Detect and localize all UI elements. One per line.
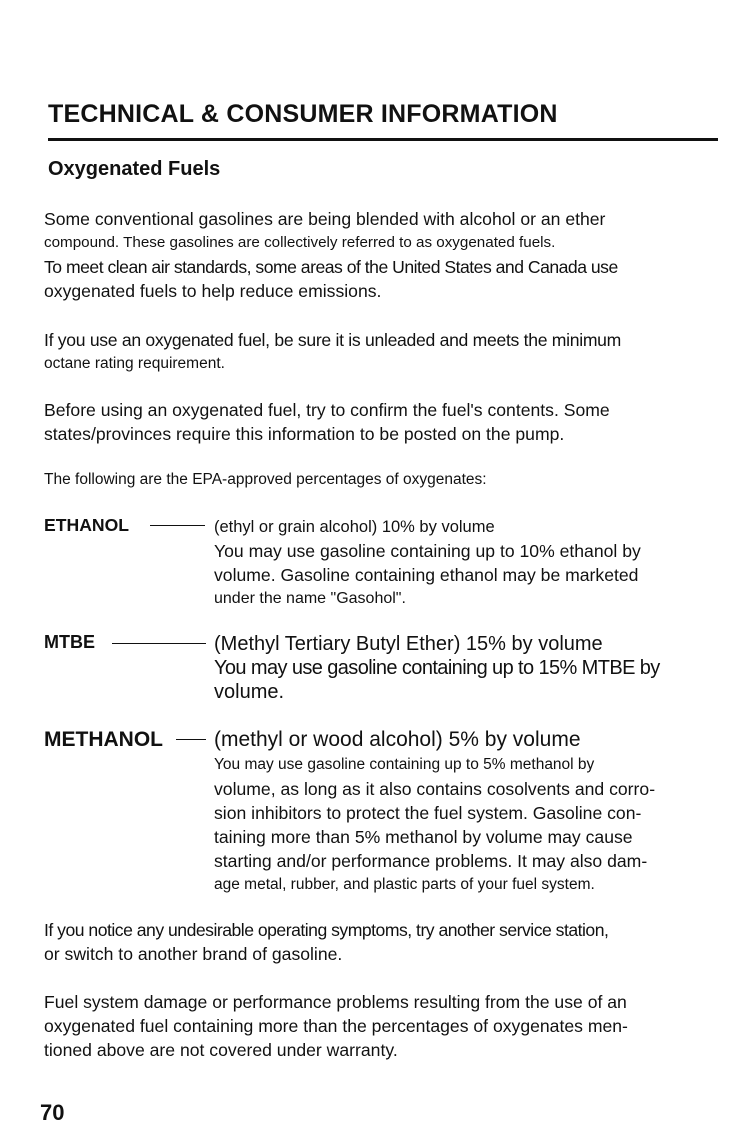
text-line: sion inhibitors to protect the fuel system. Gasoline con- — [214, 803, 642, 823]
symptoms-paragraph — [44, 918, 718, 966]
text-line: (Methyl Tertiary Butyl Ether) 15% by volume — [214, 633, 603, 655]
text-line: oxygenated fuels to help reduce emissions. — [44, 281, 382, 301]
text-line: To meet clean air standards, some areas of the United States and Canada use — [44, 257, 618, 277]
oxygenate-description — [214, 727, 714, 897]
page-number: 70 — [40, 1100, 65, 1125]
oxygenate-name: MTBE — [44, 632, 95, 652]
text-line: You may use gasoline containing up to 5% methanol by — [214, 756, 595, 773]
text-line: (methyl or wood alcohol) 5% by volume — [214, 728, 581, 751]
oxygenate-methanol — [44, 727, 718, 907]
text-line: states/provinces require this information to be posted on the pump. — [44, 424, 565, 444]
confirm-paragraph — [44, 398, 718, 446]
text-line: compound. These gasolines are collectively referred to as oxygenated fuels. — [44, 234, 556, 251]
text-line: volume. Gasoline containing ethanol may be marketed — [214, 565, 639, 585]
unleaded-paragraph — [44, 328, 718, 376]
text-line: You may use gasoline containing up to 10% ethanol by — [214, 541, 641, 561]
section-heading: Oxygenated Fuels — [48, 158, 221, 180]
text-line: age metal, rubber, and plastic parts of your fuel system. — [214, 876, 595, 893]
oxygenate-description — [214, 632, 714, 704]
epa-intro-paragraph — [44, 468, 718, 492]
text-line: Fuel system damage or performance problems resulting from the use of an — [44, 992, 627, 1012]
oxygenate-name: METHANOL — [44, 728, 163, 751]
intro-paragraph — [44, 207, 718, 303]
text-line: octane rating requirement. — [44, 355, 225, 372]
oxygenate-description — [214, 515, 714, 611]
text-line: (ethyl or grain alcohol) 10% by volume — [214, 518, 495, 536]
text-line: volume. — [214, 681, 285, 703]
text-line: If you notice any undesirable operating symptoms, try another service station, — [44, 920, 609, 940]
text-line: under the name "Gasohol". — [214, 590, 406, 607]
leader-dash — [176, 739, 206, 740]
text-line: or switch to another brand of gasoline. — [44, 944, 343, 964]
text-line: tioned above are not covered under warranty. — [44, 1040, 398, 1060]
text-line: You may use gasoline containing up to 15% MTBE by — [214, 657, 660, 679]
leader-dash — [112, 643, 206, 644]
text-line: The following are the EPA-approved percentages of oxygenates: — [44, 471, 487, 488]
oxygenate-mtbe — [44, 632, 718, 712]
text-line: Some conventional gasolines are being blended with alcohol or an ether — [44, 209, 606, 229]
oxygenate-ethanol — [44, 515, 718, 615]
page-title: TECHNICAL & CONSUMER INFORMATION — [48, 100, 558, 128]
oxygenate-name: ETHANOL — [44, 515, 130, 535]
text-line: oxygenated fuel containing more than the percentages of oxygenates men- — [44, 1016, 628, 1036]
title-rule — [48, 138, 718, 141]
text-line: starting and/or performance problems. It may also dam- — [214, 851, 648, 871]
text-line: If you use an oxygenated fuel, be sure it is unleaded and meets the minimum — [44, 330, 622, 350]
text-line: volume, as long as it also contains cosolvents and corro- — [214, 779, 656, 799]
text-line: Before using an oxygenated fuel, try to confirm the fuel's contents. Some — [44, 400, 610, 420]
text-line: taining more than 5% methanol by volume may cause — [214, 827, 633, 847]
leader-dash — [150, 525, 205, 526]
warranty-paragraph — [44, 990, 718, 1062]
